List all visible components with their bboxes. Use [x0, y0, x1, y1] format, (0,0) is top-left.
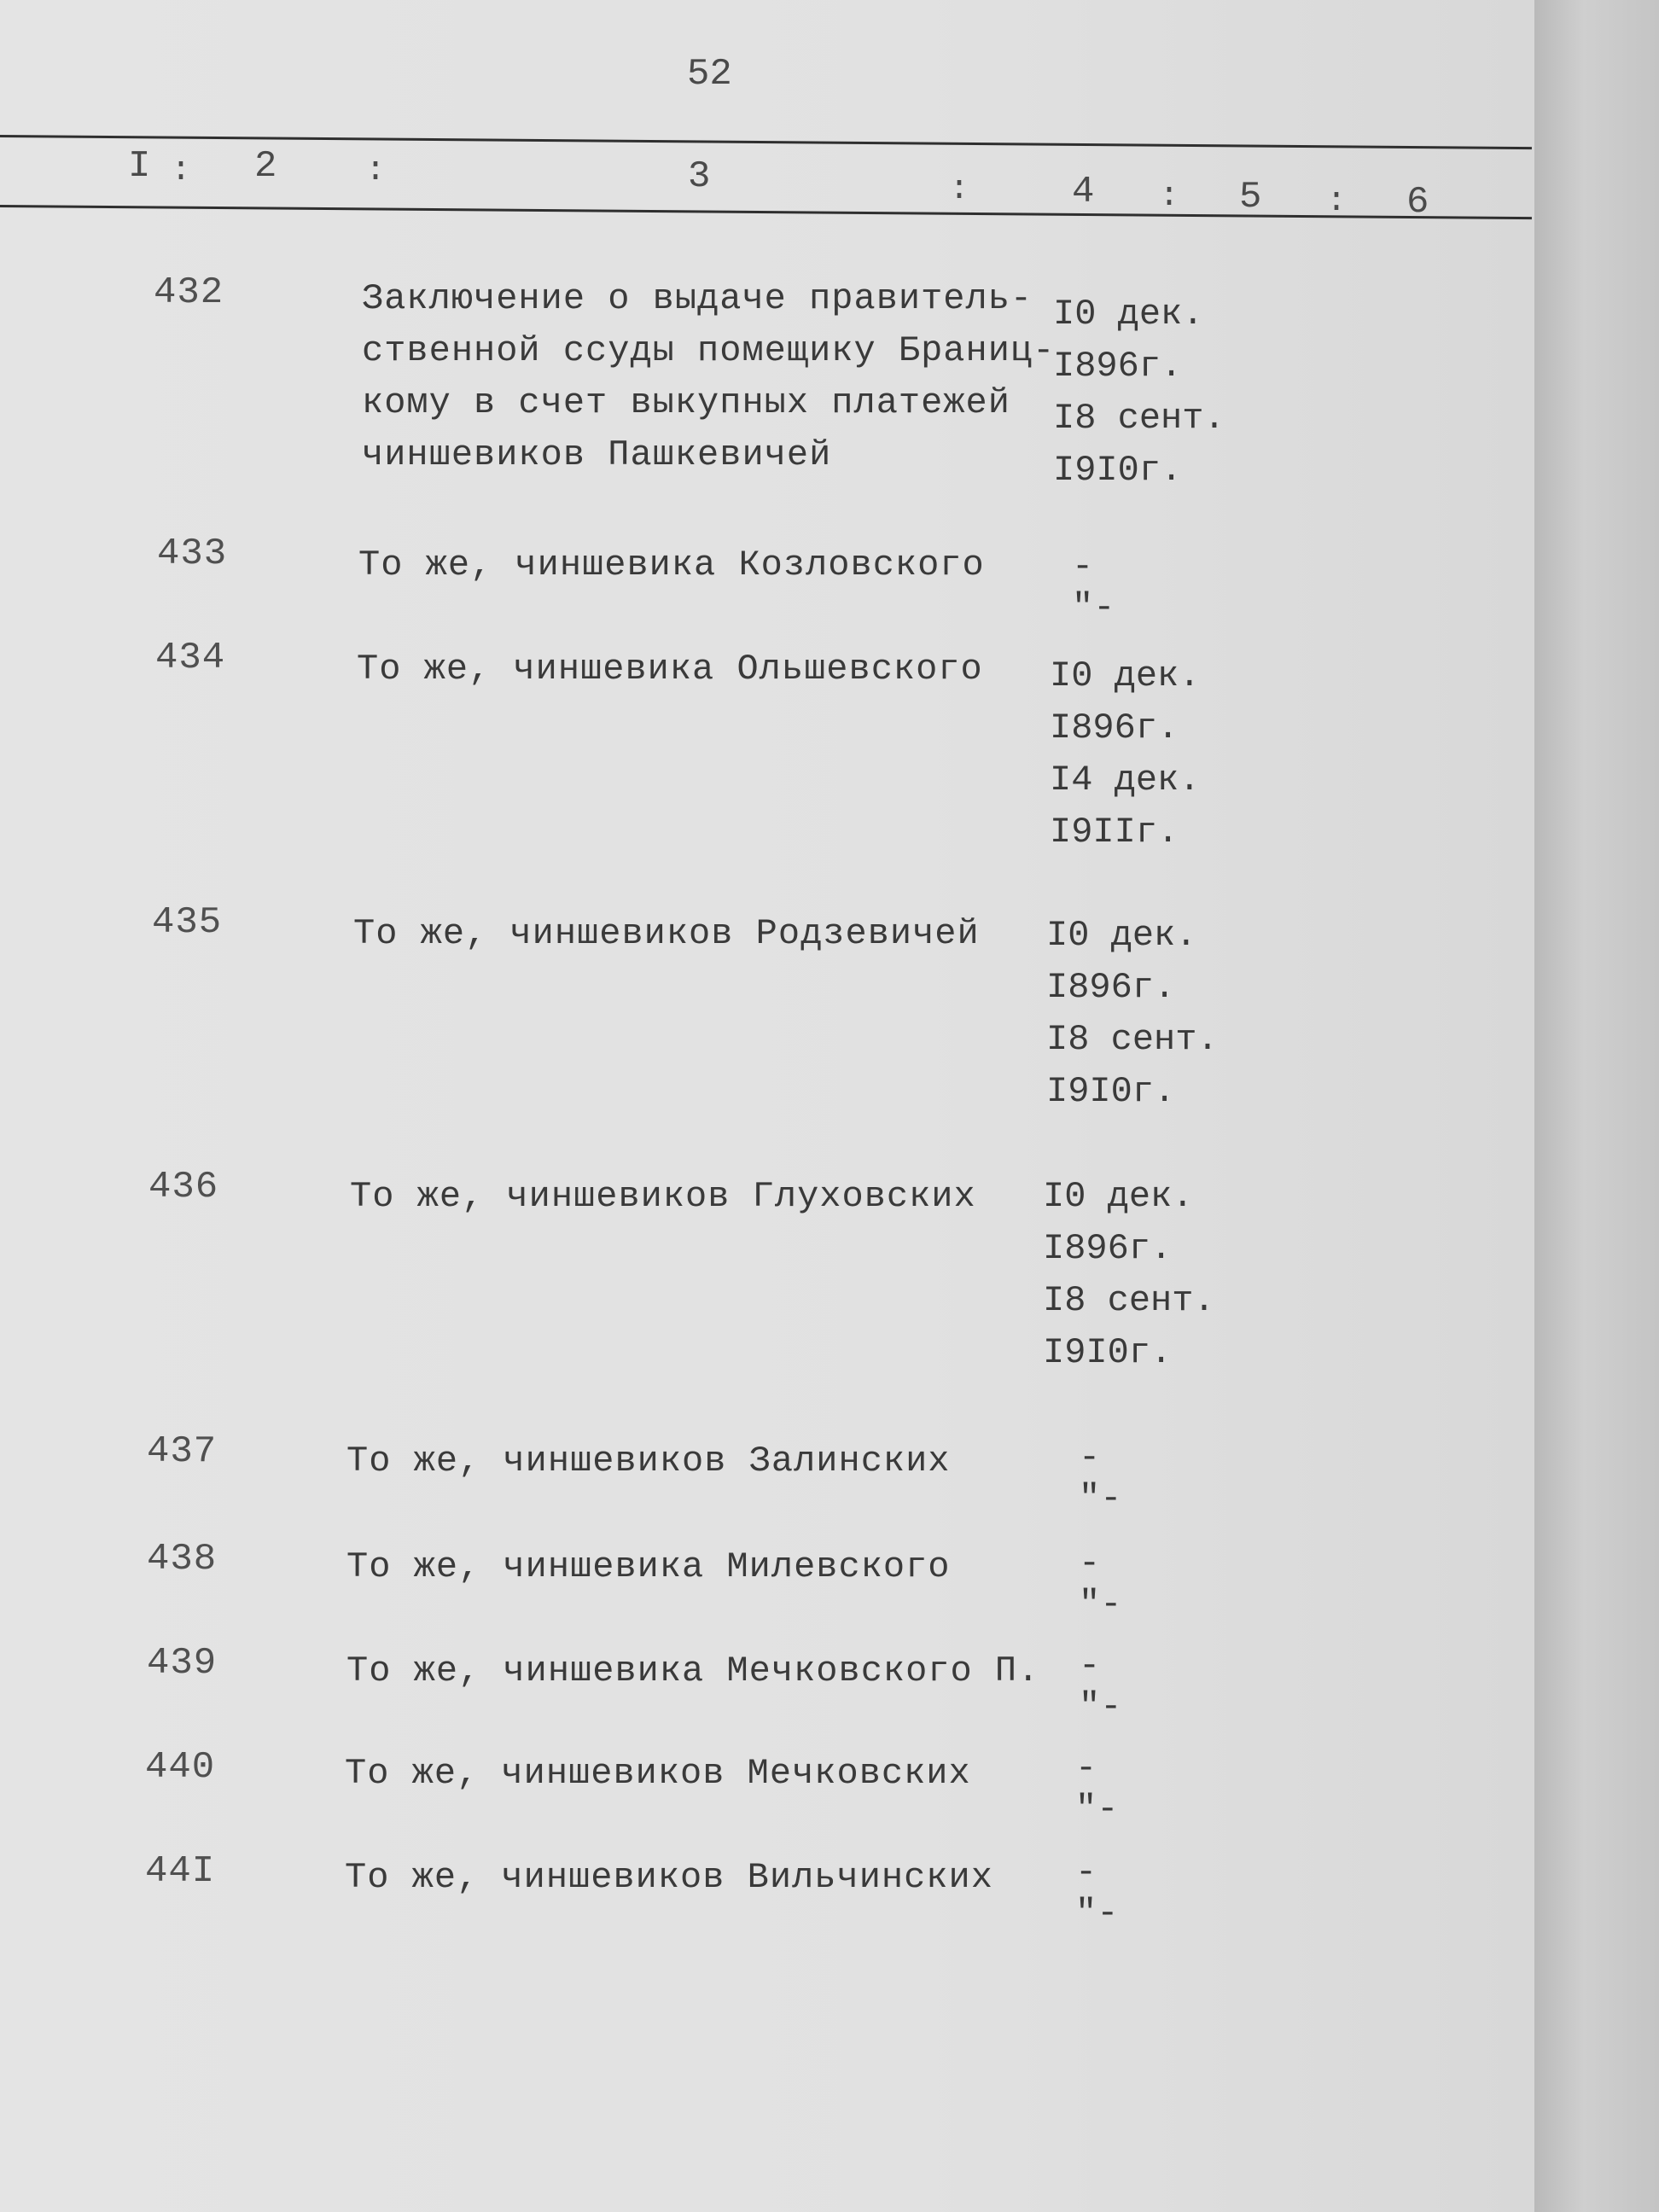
- col-header-3: 3: [688, 155, 711, 198]
- date-line: I896г.: [1043, 1228, 1173, 1269]
- date-line: I896г.: [1046, 967, 1176, 1008]
- date-line: I0 дек.: [1053, 294, 1204, 335]
- entry-description: То же, чиншевиков Залинских: [346, 1441, 951, 1481]
- col-header-1: I: [128, 145, 151, 188]
- entry-description: [362, 273, 1055, 481]
- entry-dates: [1043, 1171, 1215, 1379]
- entry-number: 433: [157, 533, 228, 575]
- ditto-mark: -"-: [1075, 1852, 1119, 1934]
- ditto-mark: -"-: [1079, 1437, 1122, 1519]
- date-line: I9I0г.: [1053, 450, 1183, 491]
- col-separator: :: [949, 171, 970, 209]
- date-line: I4 дек.: [1050, 760, 1201, 800]
- date-line: I9IIг.: [1050, 812, 1179, 853]
- page-number: 52: [687, 53, 732, 96]
- date-line: I8 сент.: [1053, 398, 1225, 439]
- ditto-mark: -"-: [1072, 546, 1115, 628]
- col-separator: :: [1326, 183, 1348, 221]
- description-line: Заключение о выдаче правитель-: [362, 278, 1033, 319]
- col-separator: :: [365, 152, 387, 190]
- col-header-5: 5: [1239, 176, 1262, 218]
- date-line: I9I0г.: [1043, 1332, 1173, 1373]
- description-line: ственной ссуды помещику Браниц-: [362, 330, 1056, 371]
- col-separator: :: [1159, 178, 1180, 216]
- col-separator: :: [171, 152, 192, 190]
- col-header-4: 4: [1072, 171, 1095, 213]
- entry-description: То же, чиншевиков Мечковских: [345, 1753, 971, 1794]
- description-line: чиншевиков Пашкевичей: [362, 434, 832, 475]
- page-edge-shadow: [1534, 0, 1659, 2212]
- entry-description: То же, чиншевика Ольшевского: [357, 649, 983, 690]
- date-line: I896г.: [1050, 707, 1179, 748]
- date-line: I896г.: [1053, 346, 1183, 387]
- entry-number: 432: [154, 271, 224, 314]
- entry-number: 436: [148, 1166, 219, 1208]
- date-line: I9I0г.: [1046, 1071, 1176, 1112]
- entry-dates: [1053, 288, 1225, 497]
- entry-number: 439: [147, 1642, 218, 1685]
- col-header-6: 6: [1406, 181, 1429, 224]
- ditto-mark: -"-: [1075, 1748, 1119, 1830]
- date-line: I0 дек.: [1046, 915, 1197, 956]
- entry-number: 435: [152, 901, 223, 944]
- entry-description: То же, чиншевика Козловского: [358, 544, 985, 585]
- entry-number: 44I: [145, 1850, 216, 1893]
- entry-description: То же, чиншевика Милевского: [346, 1546, 951, 1587]
- entry-description: То же, чиншевика Мечковского П.: [346, 1650, 1040, 1691]
- ditto-mark: -"-: [1079, 1645, 1122, 1727]
- col-header-2: 2: [254, 145, 277, 188]
- date-line: I0 дек.: [1043, 1176, 1194, 1217]
- entry-number: 437: [147, 1430, 218, 1473]
- entry-dates: [1050, 650, 1200, 859]
- entry-number: 438: [147, 1538, 218, 1580]
- entry-number: 434: [155, 637, 226, 679]
- entry-description: То же, чиншевиков Глуховских: [350, 1176, 976, 1217]
- entry-description: То же, чиншевиков Родзевичей: [353, 913, 980, 954]
- date-line: I8 сент.: [1043, 1280, 1215, 1321]
- ditto-mark: -"-: [1079, 1543, 1122, 1625]
- date-line: I0 дек.: [1050, 655, 1201, 696]
- entry-description: То же, чиншевиков Вильчинских: [345, 1857, 993, 1898]
- entry-number: 440: [145, 1746, 216, 1789]
- description-line: кому в счет выкупных платежей: [362, 382, 1010, 423]
- entry-dates: [1046, 910, 1219, 1118]
- date-line: I8 сент.: [1046, 1019, 1219, 1060]
